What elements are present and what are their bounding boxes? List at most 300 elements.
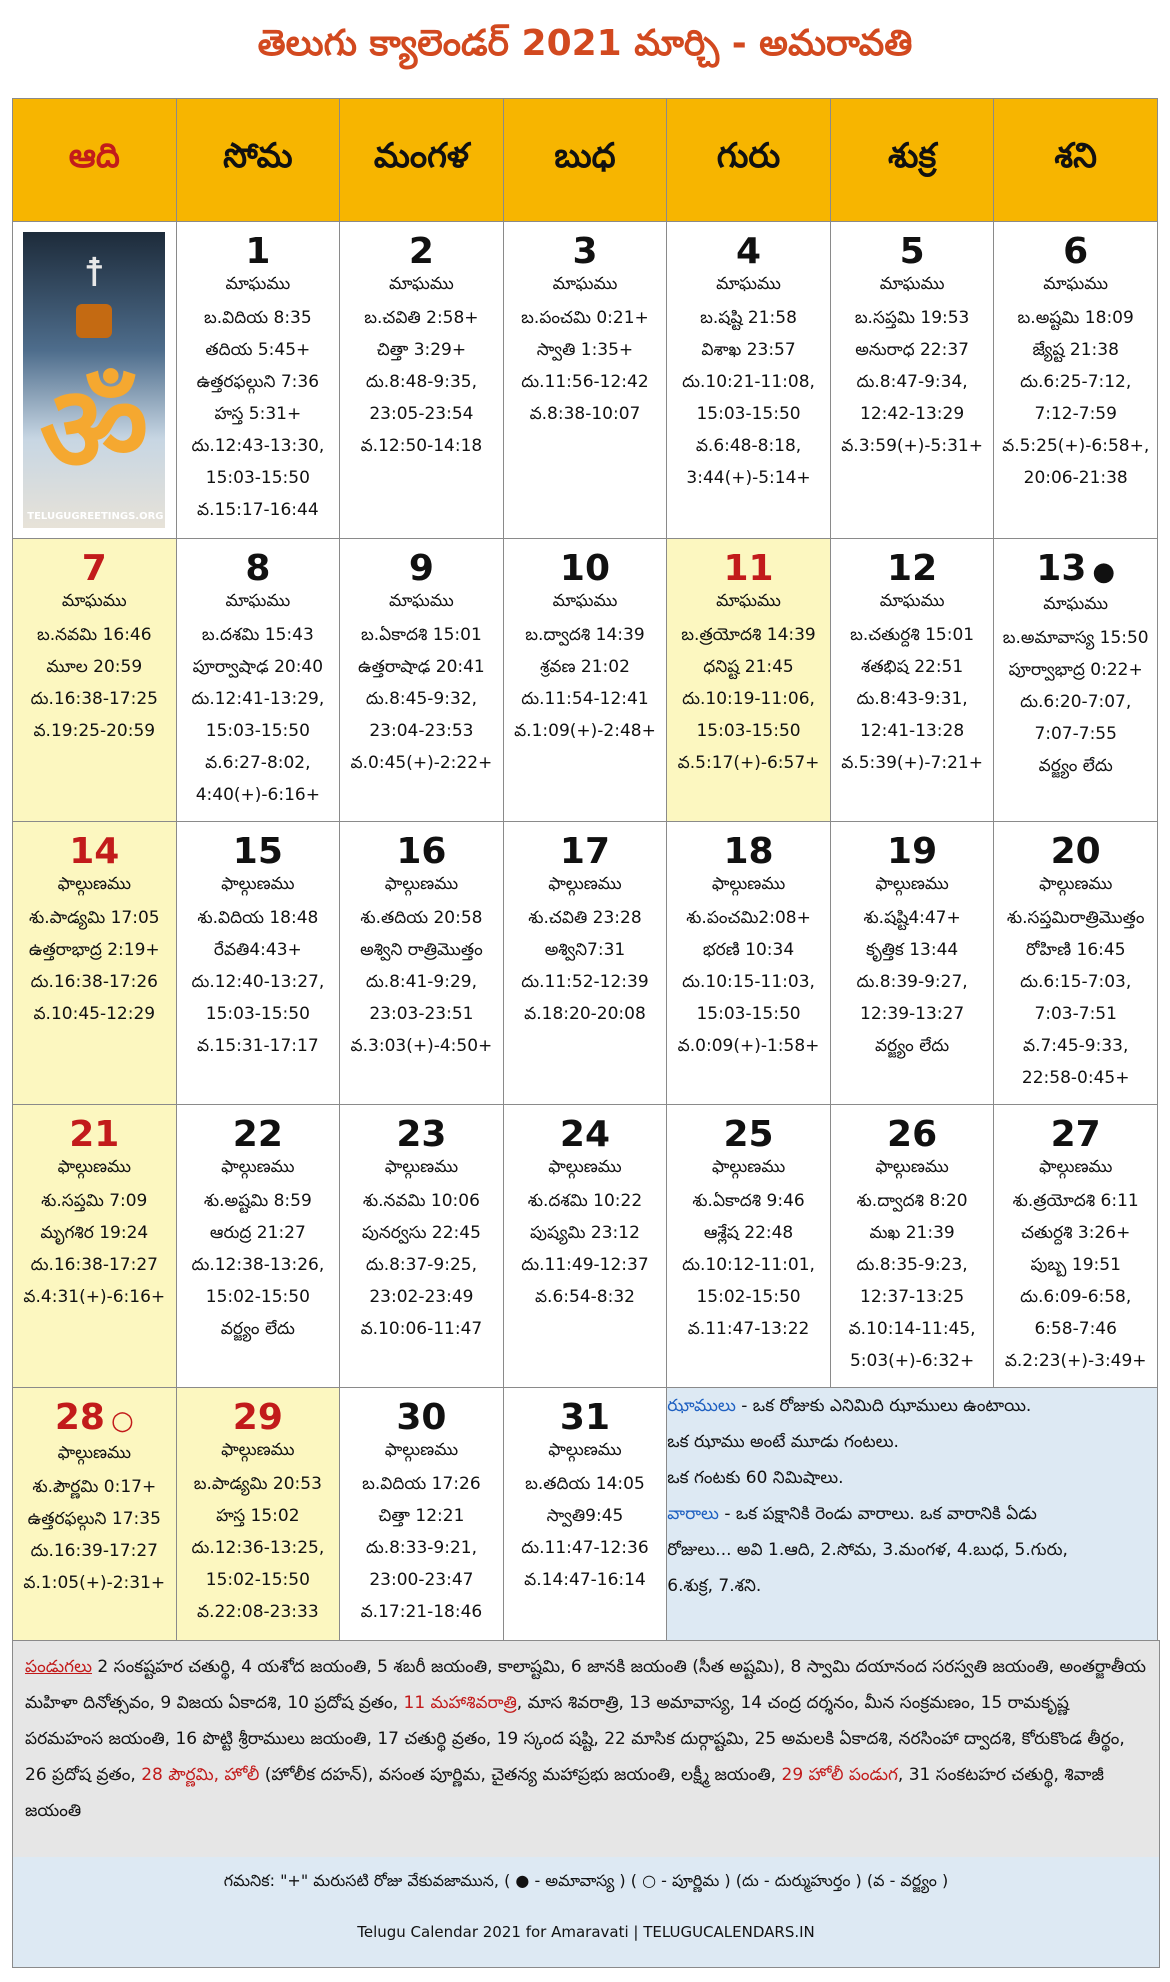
panchang-line: 3:44(+)-5:14+ [686,468,811,488]
panchang-line: బ.దశమి 15:43 [201,625,314,645]
panchang-line: వ.5:17(+)-6:57+ [677,753,820,773]
panchang-line: దు.12:41-13:29, [191,689,325,709]
festival-highlight: 28 పౌర్ణమి, హోలీ [141,1765,260,1785]
masam-label: ఫాల్గుణము [221,1440,295,1460]
panchang-line: భరణి 10:34 [702,940,795,960]
masam-label: ఫాల్గుణము [57,874,131,894]
masam-label: మాఘము [552,591,618,611]
day-number-text: 16 [396,831,447,872]
day-content [994,539,1157,782]
day-cell [176,222,340,539]
om-trishul-image [23,232,165,528]
masam-label: మాఘము [879,274,945,294]
panchang-line: బ.ద్వాదశి 14:39 [525,625,645,645]
panchang-line: దు.6:20-7:07, [1020,692,1132,712]
varalu-label: వారాలు [667,1504,719,1524]
weekday-thursday: గురు [667,99,831,222]
panchang-line: 23:05-23:54 [369,404,474,424]
masam-label: ఫాల్గుణము [221,874,295,894]
panchang-line: వ.2:23(+)-3:49+ [1004,1351,1147,1371]
day-content [504,539,667,747]
legend-note: గమనిక: "+" మరుసటి రోజు వేకువజామున, ( ● - అమావాస్య ) ( ○ - పూర్ణిమ ) (దు - దుర్ముహుర్తం ) (వ - వర్జ్యం ) [223,1871,949,1890]
panchang-line: దు.8:45-9:32, [365,689,477,709]
calendar-grid [12,98,1158,1671]
day-content [177,1105,340,1345]
panchang-line: వ.1:05(+)-2:31+ [23,1573,166,1593]
day-cell [13,1388,177,1671]
panchang-line: దు.8:41-9:29, [365,972,477,992]
panchang-line: దు.11:54-12:41 [521,689,649,709]
panchang-line: వ.6:48-8:18, [695,436,802,456]
panchang-line: శు.అష్టమి 8:59 [203,1191,312,1211]
day-number [82,547,107,591]
panchang-line: స్వాతి 1:35+ [536,340,634,360]
day-content [667,822,830,1062]
panchang-line: దు.11:52-12:39 [521,972,649,992]
panchang-line: చిత్తా 3:29+ [376,340,467,360]
panchang-line: బ.షష్టి 21:58 [700,308,797,328]
panchang-line: వ.14:47-16:14 [524,1570,646,1590]
day-content [177,1388,340,1628]
day-content [994,222,1157,494]
festivals-label: పండుగలు [25,1657,93,1677]
panchang-line: దు.16:38-17:27 [30,1255,158,1275]
day-number [245,547,270,591]
panchang-line: తదియ 5:45+ [205,340,311,360]
moon-phase-icon: ● [1092,557,1116,587]
festival-highlight: 11 మహాశివరాత్రి [403,1693,517,1713]
panchang-line: పూర్వాషాఢ 20:40 [192,657,324,677]
panchang-line: మృగశిర 19:24 [40,1223,149,1243]
panchang-line: వ.6:27-8:02, [205,753,311,773]
panchang-line: ఉత్తరాభాద్ర 2:19+ [28,940,160,960]
panchang-line: శు.ఏకాదశి 9:46 [692,1191,805,1211]
panchang-line: దు.16:38-17:25 [30,689,158,709]
day-cell [667,822,831,1105]
panchang-line: విశాఖ 23:57 [701,340,796,360]
day-content [831,1105,994,1377]
day-number-text: 17 [559,831,611,872]
panchang-line: 23:00-23:47 [369,1570,474,1590]
panchang-line: 15:03-15:50 [205,721,310,741]
masam-label: మాఘము [1043,594,1109,614]
panchang-line: వ.7:45-9:33, [1022,1036,1129,1056]
day-content [504,822,667,1030]
masam-label: మాఘము [1043,274,1109,294]
panchang-line: బ.చతుర్దశి 15:01 [850,625,975,645]
panchang-line: రేవతి4:43+ [213,940,302,960]
day-cell [13,539,177,822]
day-number-text: 9 [408,548,434,589]
day-number-text: 5 [899,231,925,272]
panchang-line: వ.1:09(+)-2:48+ [514,721,656,741]
panchang-line: వ.18:20-20:08 [524,1004,646,1024]
week-row-2 [13,539,1158,822]
day-number [233,1113,283,1157]
panchang-line: దు.12:40-13:27, [191,972,325,992]
day-number [560,1396,610,1440]
panchang-line: దు.6:09-6:58, [1020,1287,1132,1307]
masam-label: మాఘము [716,591,781,611]
day-number-text: 14 [69,831,120,872]
masam-label: ఫాల్గుణము [711,874,786,894]
masam-label: మాఘము [716,274,781,294]
info-notes [667,1388,1158,1671]
day-cell [830,822,994,1105]
panchang-line: దు.16:38-17:26 [30,972,158,992]
day-content [340,539,503,779]
day-number-text: 26 [887,1114,938,1155]
day-number-text: 13 [1036,548,1087,589]
day-content [667,1105,830,1345]
day-content [504,1388,667,1596]
panchang-line: ఆరుద్ర 21:27 [209,1223,306,1243]
panchang-line: 15:02-15:50 [696,1287,801,1307]
day-number [233,830,283,874]
panchang-line: ఉత్తరాషాఢ 20:41 [358,657,485,677]
weekday-wednesday: బుధ [503,99,667,222]
panchang-line: శు.తదియ 20:58 [360,908,483,928]
panchang-line: వ.8:38-10:07 [529,404,641,424]
day-number [409,230,434,274]
om-icon: ॐ [39,361,150,500]
panchang-line: వ.10:06-11:47 [360,1319,483,1339]
day-number-text: 19 [887,831,938,872]
panchang-line: శు.దశమి 10:22 [527,1191,643,1211]
day-number [245,230,270,274]
day-number-text: 18 [723,831,774,872]
panchang-line: వ.15:31-17:17 [197,1036,319,1056]
notes-line-3: ఒక గంటకు 60 నిమిషాలు. [667,1468,844,1488]
day-cell [340,1388,504,1671]
panchang-line: 12:39-13:27 [860,1004,965,1024]
panchang-line: 12:42-13:29 [860,404,965,424]
om-image-cell [13,222,177,539]
week-row-3 [13,822,1158,1105]
panchang-line: బ.విదియ 17:26 [362,1474,481,1494]
day-cell [176,539,340,822]
masam-label: ఫాల్గుణము [875,874,949,894]
panchang-line: శు.షష్టి4:47+ [863,908,961,928]
panchang-line: వర్జ్యం లేదు [220,1319,295,1339]
day-number-text: 22 [232,1114,283,1155]
panchang-line: దు.11:56-12:42 [521,372,649,392]
day-cell [503,539,667,822]
panchang-line: దు.10:12-11:01, [682,1255,815,1275]
day-number [900,230,925,274]
panchang-line: దు.8:48-9:35, [365,372,477,392]
panchang-line: వ.15:17-16:44 [197,500,319,520]
panchang-line: దు.8:35-9:23, [856,1255,968,1275]
day-number-text: 28 [54,1397,105,1438]
masam-label: ఫాల్గుణము [1039,874,1113,894]
panchang-line: బ.అమావాస్య 15:50 [1002,628,1149,648]
day-content [340,222,503,462]
panchang-line: శు.పంచమి2:08+ [686,908,811,928]
panchang-line: దు.12:43-13:30, [191,436,325,456]
panchang-line: శు.ద్వాదశి 8:20 [856,1191,968,1211]
panchang-line: పుష్యమి 23:12 [530,1223,640,1243]
panchang-line: పూర్వాభాద్ర 0:22+ [1008,660,1143,680]
day-content [13,822,176,1030]
panchang-line: ధనిష్ట 21:45 [703,657,794,677]
day-number-text: 15 [232,831,283,872]
weekday-sunday: ఆది [13,99,177,222]
day-content [831,222,994,462]
masam-label: మాఘము [225,274,291,294]
weekday-tuesday: మంగళ [340,99,504,222]
masam-label: మాఘము [552,274,618,294]
day-number [723,1113,773,1157]
day-number [723,830,773,874]
masam-label: ఫాల్గుణము [548,1157,622,1177]
day-number [409,547,434,591]
day-number [396,830,446,874]
day-number-text: 29 [232,1397,283,1438]
weekday-friday: శుక్ర [830,99,994,222]
panchang-line: దు.10:19-11:06, [682,689,815,709]
footer [12,1857,1160,1968]
panchang-line: ఆశ్లేష 22:48 [703,1223,794,1243]
day-number-text: 3 [572,231,598,272]
weekday-header-row [13,99,1158,222]
day-number-text: 2 [408,231,434,272]
day-number [69,1113,119,1157]
panchang-line: ఉత్తరఫల్గుని 17:35 [27,1509,161,1529]
day-cell [503,1388,667,1671]
masam-label: ఫాల్గుణము [548,874,622,894]
festivals-panel [12,1640,1160,1858]
panchang-line: 15:03-15:50 [696,1004,801,1024]
masam-label: ఫాల్గుణము [711,1157,786,1177]
day-cell [667,1105,831,1388]
week-row-1 [13,222,1158,539]
panchang-line: శు.నవమి 10:06 [362,1191,480,1211]
panchang-line: కృత్తిక 13:44 [865,940,959,960]
festivals-text: , మాస శివరాత్రి, 13 అమావాస్య, 14 చంద్ర దర్శనం, మీన సంక్రమణం, 15 రామకృష్ణ పరమహంస జయంతి, 16 పొట్టి శ్రీరాములు జయంతి, 17 చతుర్థి వ్రతం, 19 స్కంద షష్టి, 22 మాసిక దుర్గాష్టమి, 25 అమలకి ఏకాదశి, నరసింహా ద్వాదశి, కోరుకొండ తీర్థం, 26 ప్రదోష వ్రతం, [25,1693,1125,1785]
masam-label: ఫాల్గుణము [384,1440,459,1460]
panchang-line: 15:03-15:50 [696,404,801,424]
panchang-line: 12:41-13:28 [860,721,965,741]
panchang-line: బ.తదియ 14:05 [525,1474,645,1494]
day-content [667,222,830,494]
panchang-line: ఉత్తరఫల్గుని 7:36 [196,372,320,392]
panchang-line: 7:03-7:51 [1034,1004,1117,1024]
day-number-text: 20 [1050,831,1101,872]
week-row-4 [13,1105,1158,1388]
panchang-line: 6:58-7:46 [1034,1319,1117,1339]
masam-label: ఫాల్గుణము [875,1157,949,1177]
day-content [504,222,667,430]
panchang-line: 23:04-23:53 [369,721,474,741]
panchang-line: శు.త్రయోదశి 6:11 [1012,1191,1139,1211]
day-number [396,1113,446,1157]
panchang-line: బ.త్రయోదశి 14:39 [681,625,816,645]
panchang-line: మఖ 21:39 [869,1223,955,1243]
day-cell [340,539,504,822]
panchang-line: 4:40(+)-6:16+ [195,785,320,805]
day-content [340,1105,503,1345]
panchang-line: చతుర్దశి 3:26+ [1021,1223,1131,1243]
panchang-line: శు.పౌర్ణమి 0:17+ [32,1477,157,1497]
footer-credit: Telugu Calendar 2021 for Amaravati | TELUGUCALENDARS.IN [357,1923,815,1941]
panchang-line: వ.10:45-12:29 [33,1004,156,1024]
day-cell [994,822,1158,1105]
panchang-line: వ.5:25(+)-6:58+, [1002,436,1150,456]
panchang-line: పునర్వసు 22:45 [361,1223,481,1243]
day-number-text: 11 [723,548,774,589]
masam-label: ఫాల్గుణము [57,1443,131,1463]
day-cell [830,1105,994,1388]
day-number [560,547,610,591]
day-content [831,539,994,779]
panchang-line: వ.3:03(+)-4:50+ [350,1036,493,1056]
panchang-line: వ.22:08-23:33 [197,1602,319,1622]
panchang-line: దు.8:37-9:25, [365,1255,477,1275]
panchang-line: అశ్విని రాత్రిమొత్తం [360,940,483,960]
panchang-line: దు.16:39-17:27 [30,1541,158,1561]
panchang-line: బ.నవమి 16:46 [37,625,152,645]
panchang-line: మూల 20:59 [46,657,143,677]
panchang-line: దు.6:15-7:03, [1020,972,1132,992]
masam-label: ఫాల్గుణము [1039,1157,1113,1177]
masam-label: మాఘము [389,591,454,611]
panchang-line: 15:02-15:50 [205,1570,310,1590]
day-number-text: 7 [81,548,107,589]
notes-line-6: 6.శుక్ర, 7.శని. [667,1576,762,1596]
panchang-line: 7:07-7:55 [1034,724,1117,744]
panchang-line: బ.అష్టమి 18:09 [1017,308,1134,328]
day-cell [503,222,667,539]
masam-label: మాఘము [61,591,127,611]
masam-label: మాఘము [389,274,454,294]
panchang-line: అనురాధ 22:37 [855,340,969,360]
panchang-line: రోహిణి 16:45 [1025,940,1126,960]
panchang-line: వ.19:25-20:59 [33,721,156,741]
day-number [560,1113,610,1157]
masam-label: ఫాల్గుణము [57,1157,131,1177]
day-number [55,1396,134,1443]
panchang-line: అశ్విని7:31 [544,940,626,960]
day-cell [503,822,667,1105]
day-number [560,830,610,874]
image-logo: TELUGUGREETINGS.ORG [27,511,164,522]
day-number [69,830,119,874]
day-content [340,1388,503,1628]
panchang-line: హస్త 5:31+ [214,404,302,424]
day-number [233,1396,283,1440]
masam-label: ఫాల్గుణము [384,1157,459,1177]
weekday-monday: సోమ [176,99,340,222]
day-cell [994,1105,1158,1388]
day-content [994,1105,1157,1377]
day-number [887,830,937,874]
day-number [572,230,597,274]
day-number [736,230,761,274]
panchang-line: వ.4:31(+)-6:16+ [23,1287,166,1307]
day-number [887,547,937,591]
day-number-text: 8 [245,548,271,589]
panchang-line: బ.పంచమి 0:21+ [521,308,649,328]
panchang-line: 15:02-15:50 [205,1287,310,1307]
day-content [13,1388,176,1599]
day-number-text: 12 [887,548,938,589]
day-cell [503,1105,667,1388]
panchang-line: దు.12:36-13:25, [191,1538,325,1558]
day-content [177,822,340,1062]
day-content [177,539,340,811]
panchang-line: 5:03(+)-6:32+ [849,1351,975,1371]
day-cell [176,1105,340,1388]
panchang-line: దు.8:39-9:27, [856,972,968,992]
panchang-line: దు.6:25-7:12, [1020,372,1132,392]
masam-label: ఫాల్గుణము [384,874,459,894]
panchang-line: దు.8:43-9:31, [856,689,968,709]
masam-label: ఫాల్గుణము [548,1440,622,1460]
day-cell [994,222,1158,539]
day-number-text: 21 [69,1114,120,1155]
day-cell [176,822,340,1105]
panchang-line: శు.చవితి 23:28 [528,908,642,928]
panchang-line: శు.సప్తమిరాత్రిమొత్తం [1006,908,1145,928]
panchang-line: బ.చవితి 2:58+ [364,308,479,328]
panchang-line: చిత్తా 12:21 [378,1506,465,1526]
panchang-line: 15:03-15:50 [696,721,801,741]
day-cell [340,222,504,539]
notes-text: - ఒక రోజుకు ఎనిమిది ఝాములు ఉంటాయి. [735,1396,1032,1416]
week-row-5 [13,1388,1158,1671]
day-number-text: 30 [396,1397,447,1438]
panchang-line: 15:03-15:50 [205,468,310,488]
panchang-line: బ.సప్తమి 19:53 [854,308,970,328]
panchang-line: దు.10:15-11:03, [682,972,815,992]
moon-phase-icon: ○ [110,1406,134,1436]
day-content [13,1105,176,1313]
day-cell [13,1105,177,1388]
day-number [887,1113,937,1157]
panchang-line: 12:37-13:25 [860,1287,965,1307]
trident-icon: ☨ [83,250,106,296]
day-number [1063,230,1088,274]
panchang-line: 20:06-21:38 [1023,468,1128,488]
day-content [13,539,176,747]
panchang-line: 23:02-23:49 [369,1287,474,1307]
day-number-text: 31 [559,1397,611,1438]
masam-label: ఫాల్గుణము [221,1157,295,1177]
day-cell [830,539,994,822]
panchang-line: దు.8:47-9:34, [856,372,968,392]
day-content [504,1105,667,1313]
day-number-text: 1 [245,231,271,272]
panchang-line: వ.0:45(+)-2:22+ [350,753,493,773]
panchang-line: వ.10:14-11:45, [848,1319,976,1339]
panchang-line: బ.విదియ 8:35 [204,308,312,328]
day-number-text: 4 [736,231,762,272]
damaru-icon [76,304,112,338]
panchang-line: దు.11:49-12:37 [521,1255,649,1275]
day-cell [340,822,504,1105]
panchang-line: శు.పాడ్యమి 17:05 [28,908,160,928]
panchang-line: వ.5:39(+)-7:21+ [841,753,983,773]
weekday-saturday: శని [994,99,1158,222]
day-number-text: 10 [559,548,611,589]
day-content [994,822,1157,1094]
panchang-line: 22:58-0:45+ [1021,1068,1130,1088]
panchang-line: పుబ్బ 19:51 [1030,1255,1121,1275]
masam-label: మాఘము [225,591,291,611]
day-number-text: 6 [1063,231,1089,272]
day-cell [176,1388,340,1671]
